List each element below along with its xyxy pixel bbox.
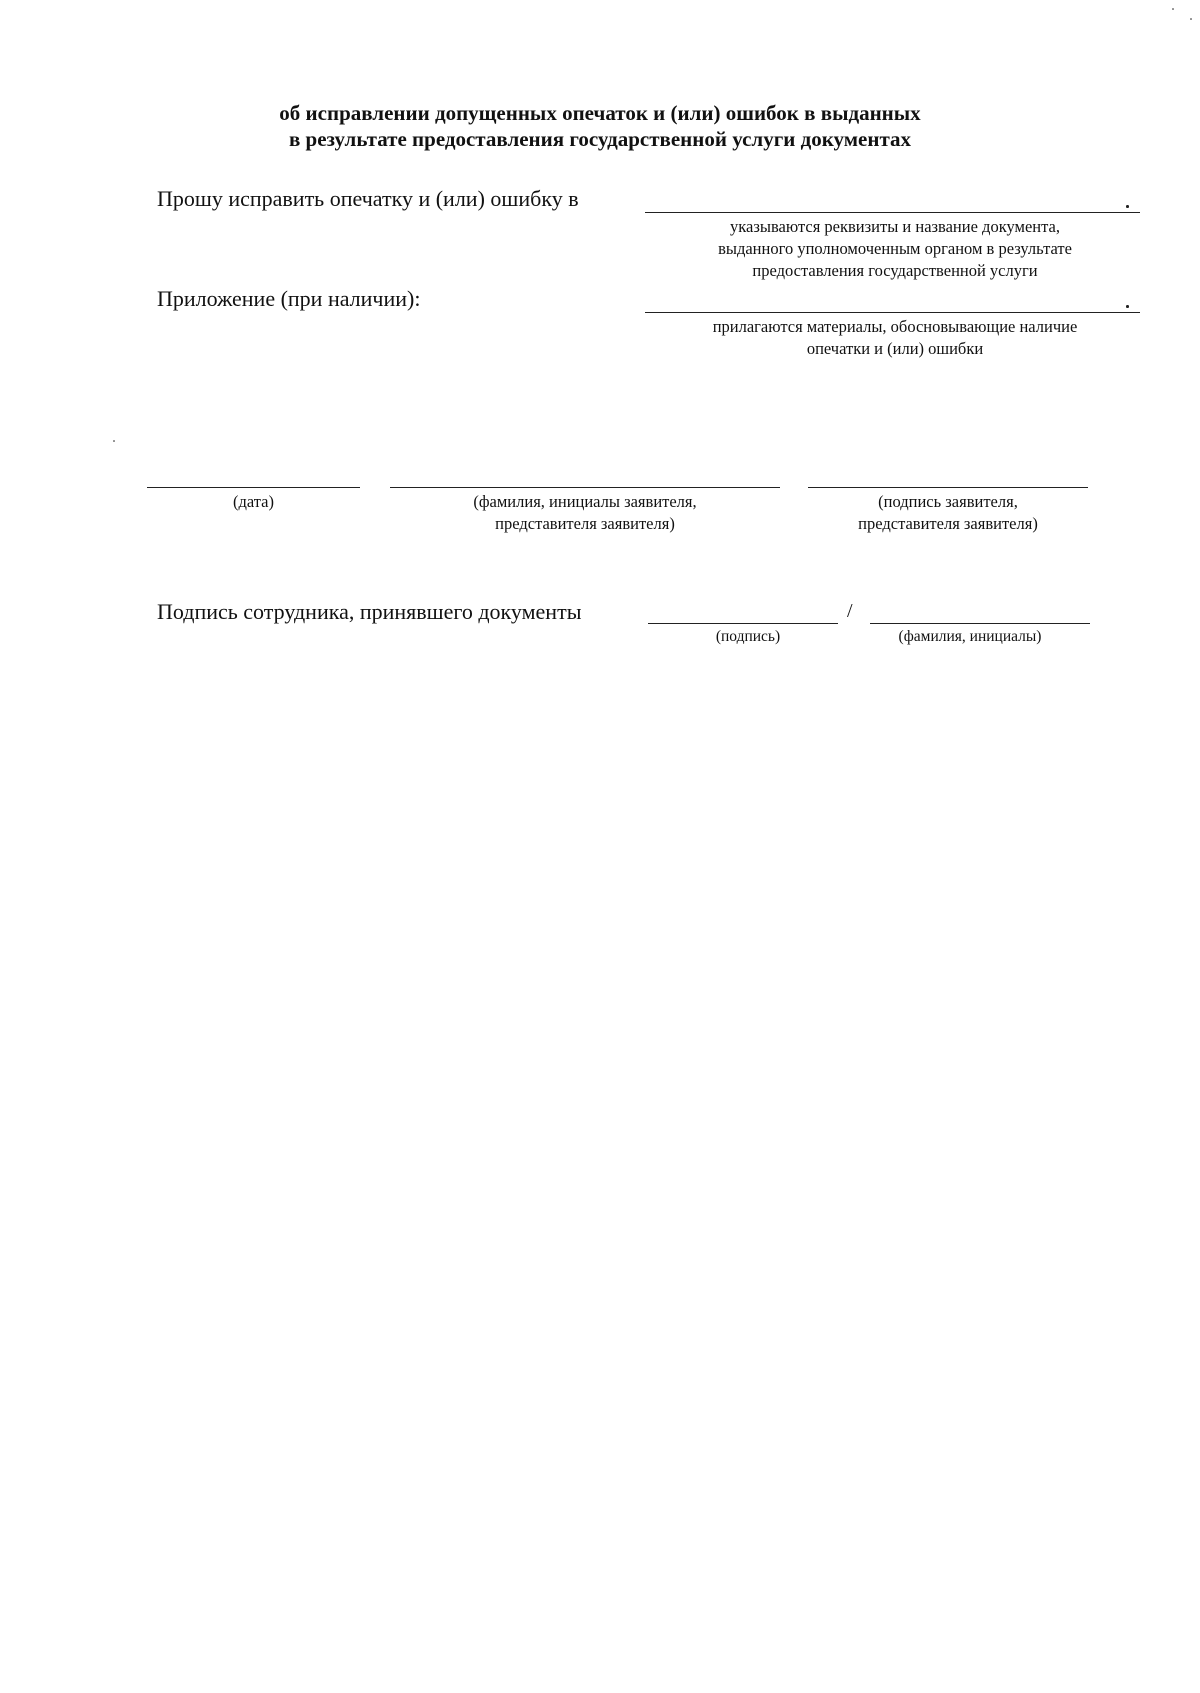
applicant-signature-caption-line-2: представителя заявителя) <box>858 514 1038 533</box>
request-field-underline <box>645 212 1140 213</box>
attachment-field[interactable] <box>645 284 1140 312</box>
request-field-caption <box>650 216 1140 282</box>
attachment-field-end-dot <box>1126 305 1129 308</box>
title-line-2: в результате предоставления государственной услуги документах <box>288 127 912 151</box>
attachment-field-caption <box>650 316 1140 360</box>
request-label: Прошу исправить опечатку и (или) ошибку в <box>157 186 579 211</box>
applicant-name-field-line[interactable] <box>390 487 780 488</box>
employee-name-field-line[interactable] <box>870 623 1090 624</box>
attachment-field-underline <box>645 312 1140 313</box>
scan-speck <box>1190 18 1192 20</box>
applicant-name-caption-line-1: (фамилия, инициалы заявителя, <box>473 492 697 511</box>
title-line-1: об исправлении допущенных опечаток и (или) ошибок в выданных <box>279 101 921 125</box>
applicant-signature-caption-line-1: (подпись заявителя, <box>878 492 1018 511</box>
attachment-caption-line-2: опечатки и (или) ошибки <box>806 339 984 358</box>
attachment-label: Приложение (при наличии): <box>157 286 421 311</box>
applicant-name-caption <box>390 491 780 535</box>
attachment-caption-line-1: прилагаются материалы, обосновывающие наличие <box>712 317 1078 336</box>
employee-signature-field-line[interactable] <box>648 623 838 624</box>
employee-signature-label: Подпись сотрудника, принявшего документы <box>157 599 582 624</box>
request-field[interactable] <box>645 184 1140 212</box>
date-caption <box>147 491 360 513</box>
employee-name-caption: (фамилия, инициалы) <box>898 628 1042 645</box>
employee-signature-caption: (подпись) <box>715 628 781 645</box>
applicant-signature-caption <box>808 491 1088 535</box>
request-field-end-dot <box>1126 205 1129 208</box>
scan-speck <box>1172 8 1174 10</box>
applicant-name-caption-line-2: представителя заявителя) <box>495 514 675 533</box>
request-caption-line-3: предоставления государственной услуги <box>752 261 1038 280</box>
request-caption-line-1: указываются реквизиты и название документа, <box>730 217 1060 236</box>
document-title <box>0 100 1200 152</box>
date-field-line[interactable] <box>147 487 360 488</box>
signature-separator: / <box>847 600 853 622</box>
applicant-signature-field-line[interactable] <box>808 487 1088 488</box>
scan-speck <box>113 440 115 442</box>
date-caption-text: (дата) <box>232 492 275 511</box>
request-caption-line-2: выданного уполномоченным органом в результате <box>718 239 1072 258</box>
